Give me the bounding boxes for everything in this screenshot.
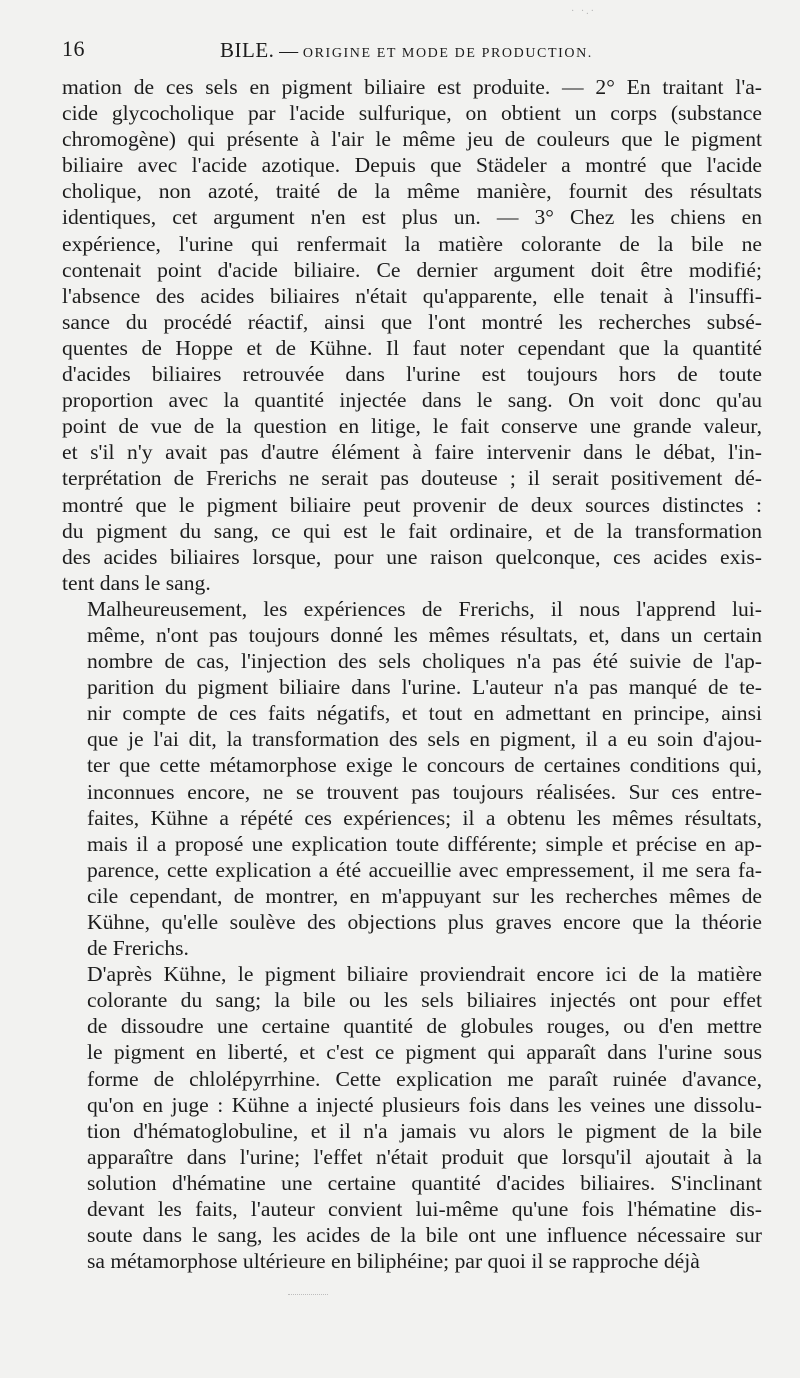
text-line: l'absence des acides biliaires n'était qu'apparente, elle tenait à l'insuffi- — [62, 283, 762, 308]
running-title — [220, 38, 593, 63]
text-line: biliaire avec l'acide azotique. Depuis que Städeler a montré que l'acide — [62, 153, 762, 178]
text-line: faites, Kühne a répété ces expériences; il a obtenu les mêmes résultats, — [87, 805, 762, 830]
text-line: des acides biliaires lorsque, pour une raison quelconque, ces acides exis- — [62, 544, 762, 569]
text-line: quentes de Hoppe et de Kühne. Il faut noter cependant que la quantité — [62, 335, 762, 360]
text-line: solution d'hématine une certaine quantité d'acides biliaires. S'inclinant — [87, 1170, 762, 1195]
text-line: mais il a proposé une explication toute différente; simple et précise en ap- — [87, 831, 762, 856]
text-line: sa métamorphose ultérieure en biliphéine; par quoi il se rapproche déjà — [87, 1249, 700, 1274]
text-line: du pigment du sang, ce qui est le fait ordinaire, et de la transformation — [62, 518, 762, 543]
text-line: qu'on en juge : Kühne a injecté plusieurs fois dans les veines une dissolu- — [87, 1092, 762, 1117]
text-line: point de vue de la question en litige, le fait conserve une grande valeur, — [62, 414, 762, 439]
text-line: Malheureusement, les expériences de Frerichs, il nous l'apprend lui- — [87, 596, 762, 621]
running-title-main: BILE. — [220, 38, 275, 62]
text-line: d'acides biliaires retrouvée dans l'urine est toujours hors de toute — [62, 362, 762, 387]
text-line: parence, cette explication a été accueillie avec empressement, il me sera fa- — [87, 857, 762, 882]
text-line: et s'il n'y avait pas d'autre élément à faire intervenir dans le débat, l'in- — [62, 440, 762, 465]
text-line: contenait point d'acide biliaire. Ce dernier argument doit être modifié; — [62, 257, 762, 282]
text-line: expérience, l'urine qui renfermait la matière colorante de la bile ne — [62, 231, 762, 256]
text-line: proportion avec la quantité injectée dans le sang. On voit donc qu'au — [62, 388, 762, 413]
text-line: tion d'hématoglobuline, et il n'a jamais vu alors le pigment de la bile — [87, 1118, 762, 1143]
text-line: sance du procédé réactif, ainsi que l'ont montré les recherches subsé- — [62, 309, 762, 334]
text-line: parition du pigment biliaire dans l'urine. L'auteur n'a pas manqué de te- — [87, 675, 762, 700]
text-line: Kühne, qu'elle soulève des objections plus graves encore que la théorie — [87, 910, 762, 934]
text-line: forme de chlolépyrrhine. Cette explication me paraît ruinée d'avance, — [87, 1066, 762, 1091]
running-head — [62, 34, 762, 74]
text-line: le pigment en liberté, et c'est ce pigment qui apparaît dans l'urine sous — [87, 1040, 762, 1065]
text-line: colorante du sang; la bile ou les sels biliaires injectés ont pour effet — [87, 988, 762, 1013]
text-line: ter que cette métamorphose exige le concours de certaines conditions qui, — [87, 753, 762, 778]
text-line: que je l'ai dit, la transformation des sels en pigment, il a eu soin d'ajou- — [87, 727, 762, 752]
text-line: de Frerichs. — [87, 936, 189, 961]
paragraph — [62, 961, 762, 1274]
text-line: de dissoudre une certaine quantité de globules rouges, ou d'en mettre — [87, 1014, 762, 1039]
text-line: tent dans le sang. — [62, 570, 211, 595]
text-line: nombre de cas, l'injection des sels choliques n'a pas été suivie de l'ap- — [87, 649, 762, 674]
text-line: cholique, non azoté, traité de la même manière, fournit des résultats — [62, 179, 762, 204]
stray-print-mark: · ·.· — [571, 6, 596, 17]
text-line: montré que le pigment biliaire peut provenir de deux sources distinctes : — [62, 492, 762, 517]
text-line: D'après Kühne, le pigment biliaire proviendrait encore ici de la matière — [87, 962, 762, 987]
paragraph — [62, 596, 762, 961]
bottom-rule — [288, 1294, 328, 1295]
body-text — [62, 74, 762, 1274]
text-line: soute dans le sang, les acides de la bile ont une influence nécessaire sur — [87, 1223, 762, 1248]
running-title-sub: ORIGINE ET MODE DE PRODUCTION. — [302, 46, 593, 61]
text-line: même, n'ont pas toujours donné les mêmes résultats, et, dans un certain — [87, 622, 762, 647]
text-line: identiques, cet argument n'en est plus un. — 3° Chez les chiens en — [62, 205, 762, 230]
running-title-dash: — — [279, 41, 299, 62]
text-line: apparaître dans l'urine; l'effet n'était produit que lorsqu'il ajoutait à la — [87, 1144, 762, 1169]
page-number: 16 — [62, 36, 85, 61]
text-line: terprétation de Frerichs ne serait pas douteuse ; il serait positivement dé- — [62, 466, 762, 491]
text-line: chromogène) qui présente à l'air le même jeu de couleurs que le pigment — [62, 127, 762, 152]
text-line: cile cependant, de montrer, en m'appuyant sur les recherches mêmes de — [87, 883, 762, 908]
text-line: inconnues encore, ne se trouvent pas toujours réalisées. Sur ces entre- — [87, 779, 762, 804]
text-line: devant les faits, l'auteur convient lui-même qu'une fois l'hématine dis- — [87, 1197, 762, 1222]
text-line: mation de ces sels en pigment biliaire est produite. — 2° En traitant l'a- — [62, 75, 762, 99]
text-line: cide glycocholique par l'acide sulfurique, on obtient un corps (substance — [62, 101, 762, 126]
text-line: nir compte de ces faits négatifs, et tout en admettant en principe, ainsi — [87, 701, 762, 726]
paragraph — [62, 74, 762, 596]
